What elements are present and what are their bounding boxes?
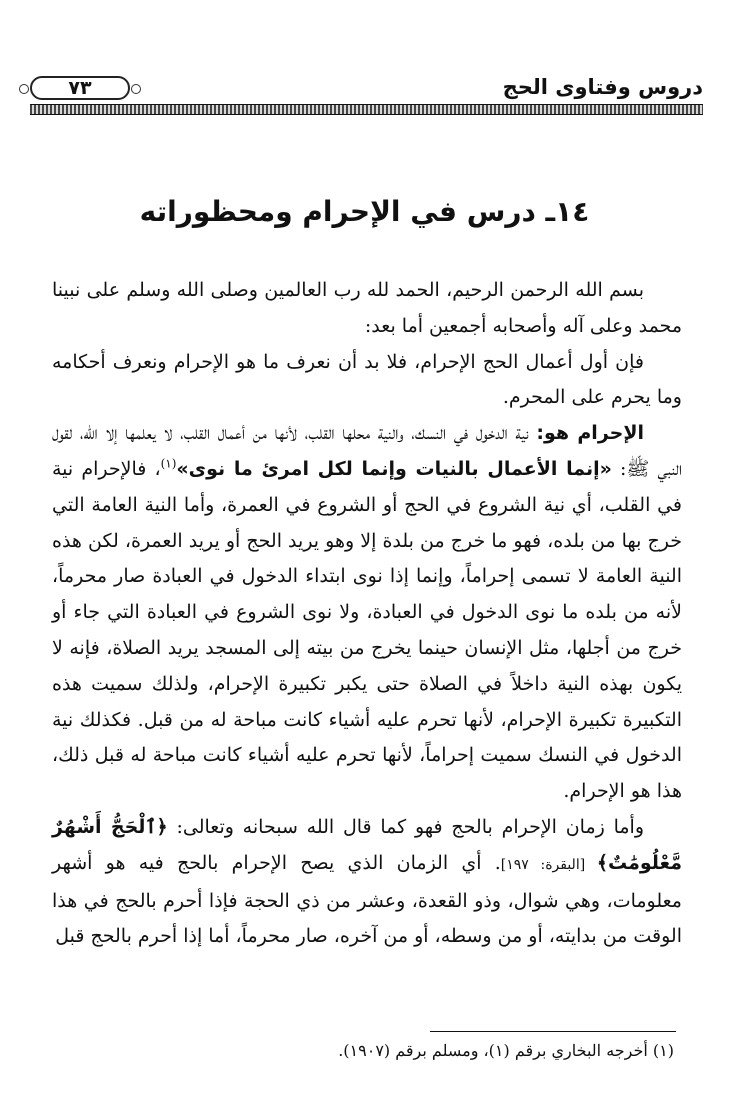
body-text	[52, 273, 682, 955]
paragraph-text: ، فالإحرام نية في القلب، أي نية الشروع في الحج أو الشروع في العمرة، وأما النية العامة التي خرج بها من بلده، فهو ما خرج من بلدة إلا وهو يريد الحج أو يريد العمرة، لكن هذه النية العامة لا تسمى إحراماً، وإنما إذا نوى ابتداء الدخول في العبادة صار محرماً، لأنه من بلده ما نوى الدخول في العبادة، ولا نوى الشروع في العبادة التي جاء أو خرج من أجلها، مثل الإنسان حينما يخرج من بيته إلى المسجد يريد الصلاة، فإنه لا يكون بهذه النية داخلاً في الصلاة حتى يكبر تكبيرة الإحرام، ولذلك سميت هذه التكبيرة تكبيرة الإحرام، لأنها تحرم عليه أشياء كانت مباحة له من قبل. فكذلك نية الدخول في النسك سميت إحراماً، لأنها تحرم عليه أشياء كانت مباحة له قبل ذلك، هذا هو الإحرام.	[52, 457, 682, 803]
paragraph-text: وأما زمان الإحرام بالحج فهو كما قال الله سبحانه وتعالى:	[167, 815, 645, 838]
paragraph-text: . أي الزمان الذي يصح الإحرام بالحج فيه هو أشهر معلومات، وهي شوال، وذو القعدة، وعشر من ذي الحجة فإذا أحرم بالحج في هذا الوقت من بدايته، أو من وسطه، أو من آخره، صار محرماً، أما إذا أحرم بالحج قبل	[52, 851, 682, 948]
page-number: ٧٣	[68, 77, 92, 99]
footnote-separator	[430, 1031, 676, 1032]
paragraph-basmala: بسم الله الرحمن الرحيم، الحمد لله رب العالمين وصلى الله وسلم على نبينا محمد وعلى آله وأصحابه أجمعين أما بعد:	[52, 279, 682, 337]
page-header	[30, 70, 703, 130]
paragraph-intro: فإن أول أعمال الحج الإحرام، فلا بد أن نعرف ما هو الإحرام ونعرف أحكامه وما يحرم على المحرم.	[52, 350, 682, 409]
lesson-title: ١٤ـ درس في الإحرام ومحظوراته	[139, 195, 590, 228]
header-ornamental-rule	[30, 104, 703, 115]
defined-term: الإحرام هو:	[536, 422, 644, 445]
paragraph-text: نية الدخول في النسك، والنية محلها القلب، لأنها من أعمال القلب، لا يعلمها إلا الله، لقول النبي ﷺ:	[52, 422, 682, 480]
footnote-mark: (١)	[160, 456, 177, 471]
page-number-badge	[30, 76, 130, 100]
paragraph-ihram-definition	[52, 416, 682, 810]
quran-verse: ﴿ٱلْحَجُّ أَشْهُرٌ مَّعْلُومَٰتٌ﴾	[52, 815, 682, 874]
verse-reference: [البقرة: ١٩٧]	[500, 856, 597, 873]
running-title: دروس وفتاوى الحج	[502, 75, 703, 99]
footnote: (١) أخرجه البخاري برقم (١)، ومسلم برقم (١٩٠٧).	[338, 1041, 674, 1060]
hadith-quote: «إنما الأعمال بالنيات وإنما لكل امرئ ما نوى»	[176, 457, 612, 480]
paragraph-ihram-time	[52, 810, 682, 955]
